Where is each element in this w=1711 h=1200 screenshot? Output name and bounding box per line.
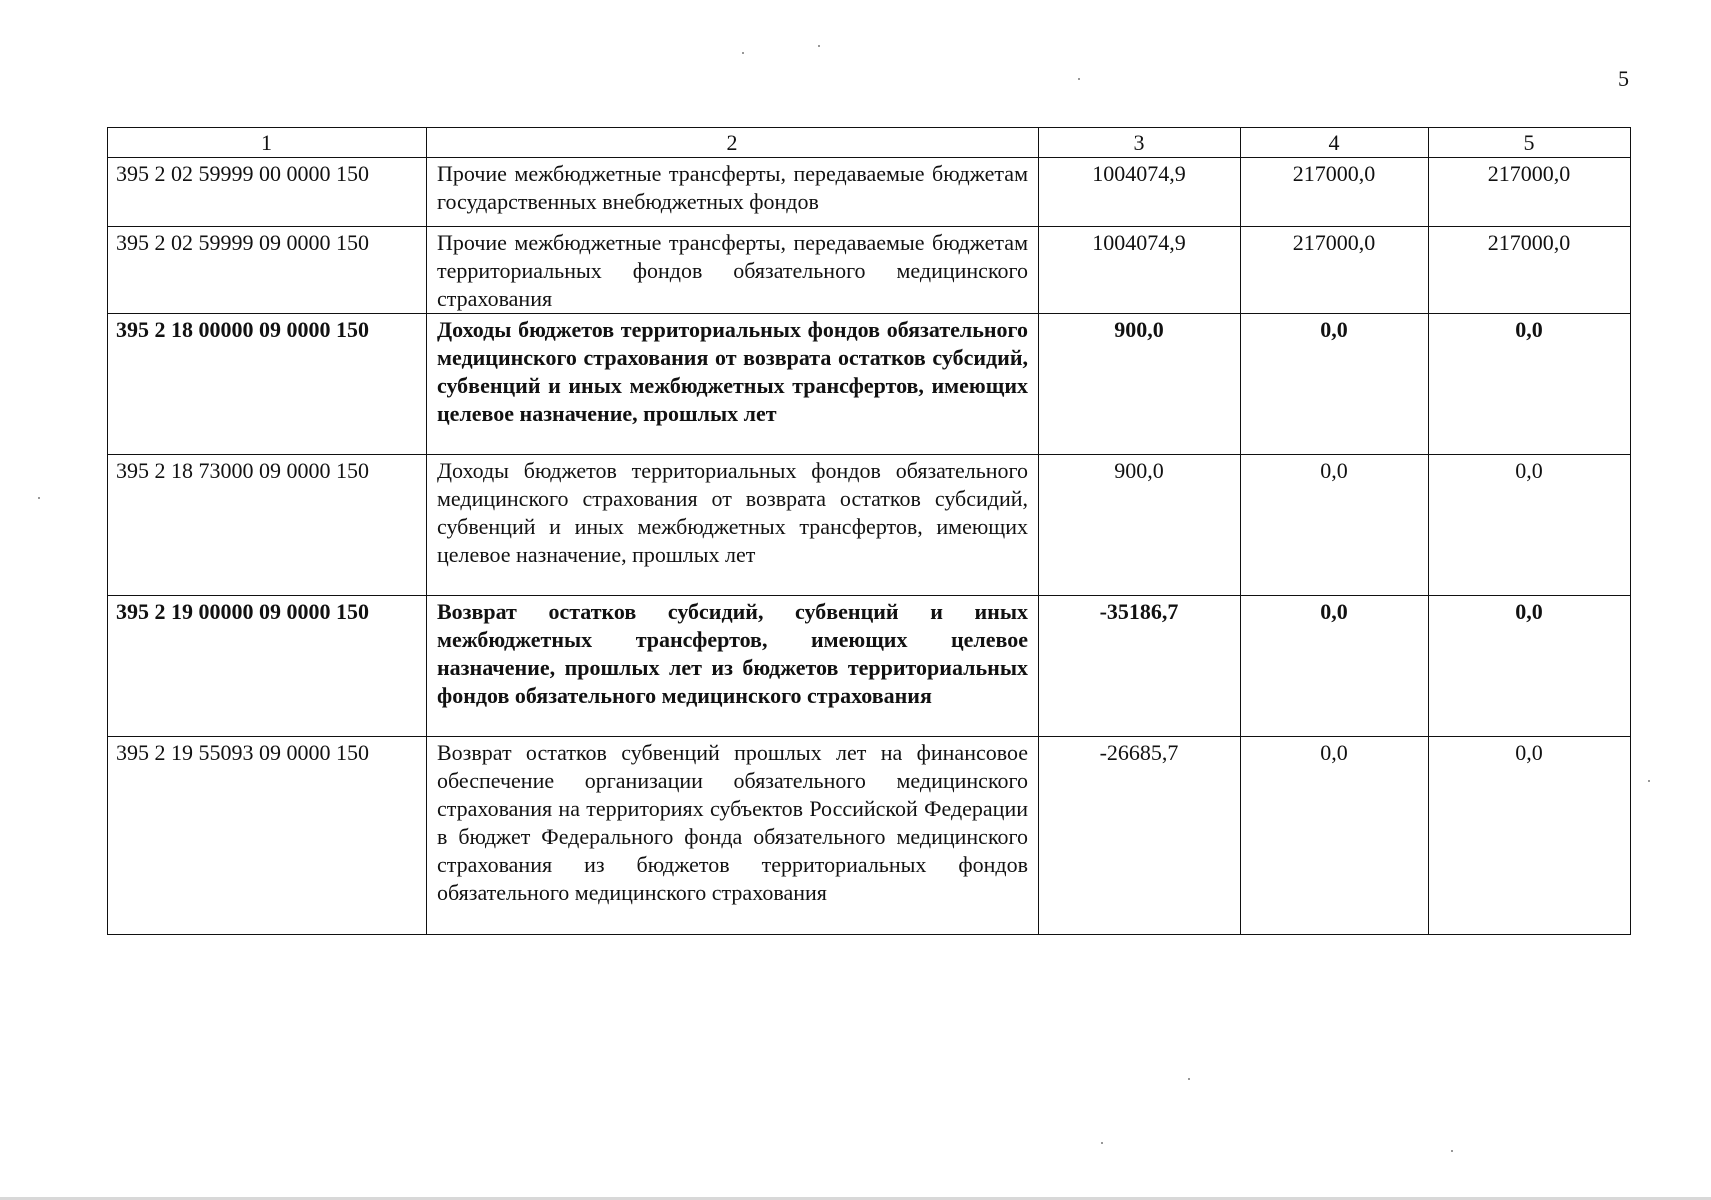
- scan-speck: [1188, 1078, 1190, 1080]
- row-code: 395 2 19 00000 09 0000 150: [108, 596, 427, 737]
- row-col3-value: 900,0: [1039, 455, 1241, 596]
- scan-speck: [38, 497, 40, 499]
- scan-speck: [1078, 78, 1080, 80]
- row-col4-value: 0,0: [1241, 314, 1429, 455]
- table-row: [108, 596, 1631, 737]
- row-code: 395 2 02 59999 00 0000 150: [108, 158, 427, 227]
- scan-speck: [1648, 780, 1650, 782]
- row-description: Прочие межбюджетные трансферты, передаваемые бюджетам территориальных фондов обязательного медицинского страхования: [427, 227, 1039, 314]
- row-description: Прочие межбюджетные трансферты, передаваемые бюджетам государственных внебюджетных фондов: [427, 158, 1039, 227]
- row-col4-value: 0,0: [1241, 455, 1429, 596]
- row-col4-value: 217000,0: [1241, 158, 1429, 227]
- table-row: [108, 158, 1631, 227]
- row-code: 395 2 18 73000 09 0000 150: [108, 455, 427, 596]
- scan-speck: [818, 45, 820, 47]
- row-col4-value: 0,0: [1241, 737, 1429, 935]
- row-col3-value: 1004074,9: [1039, 227, 1241, 314]
- row-description: Возврат остатков субсидий, субвенций и иных межбюджетных трансфертов, имеющих целевое назначение, прошлых лет из бюджетов территориальных фондов обязательного медицинского страхования: [427, 596, 1039, 737]
- header-row: [108, 128, 1631, 158]
- row-col5-value: 0,0: [1429, 455, 1631, 596]
- row-description: Доходы бюджетов территориальных фондов обязательного медицинского страхования от возврата остатков субсидий, субвенций и иных межбюджетных трансфертов, имеющих целевое назначение, прошлых лет: [427, 455, 1039, 596]
- row-col3-value: 1004074,9: [1039, 158, 1241, 227]
- scan-speck: [742, 52, 744, 54]
- table-row: [108, 314, 1631, 455]
- table-row: [108, 227, 1631, 314]
- header-cell-2: 2: [427, 128, 1039, 158]
- row-col5-value: 217000,0: [1429, 158, 1631, 227]
- header-cell-1: 1: [108, 128, 427, 158]
- row-col4-value: 0,0: [1241, 596, 1429, 737]
- row-code: 395 2 18 00000 09 0000 150: [108, 314, 427, 455]
- budget-table: [107, 127, 1631, 935]
- row-col4-value: 217000,0: [1241, 227, 1429, 314]
- row-col5-value: 0,0: [1429, 596, 1631, 737]
- row-col3-value: -35186,7: [1039, 596, 1241, 737]
- table-row: [108, 455, 1631, 596]
- row-col3-value: 900,0: [1039, 314, 1241, 455]
- table-row: [108, 737, 1631, 935]
- row-description: Доходы бюджетов территориальных фондов обязательного медицинского страхования от возврата остатков субсидий, субвенций и иных межбюджетных трансфертов, имеющих целевое назначение, прошлых лет: [427, 314, 1039, 455]
- header-cell-4: 4: [1241, 128, 1429, 158]
- row-col5-value: 217000,0: [1429, 227, 1631, 314]
- row-col5-value: 0,0: [1429, 314, 1631, 455]
- row-description: Возврат остатков субвенций прошлых лет на финансовое обеспечение организации обязательного медицинского страхования на территориях субъектов Российской Федерации в бюджет Федерального фонда обязательного медицинского страхования из бюджетов территориальных фондов обязательного медицинского страхования: [427, 737, 1039, 935]
- scan-speck: [1101, 1142, 1103, 1144]
- row-col3-value: -26685,7: [1039, 737, 1241, 935]
- header-cell-3: 3: [1039, 128, 1241, 158]
- scan-speck: [1451, 1150, 1453, 1152]
- row-code: 395 2 19 55093 09 0000 150: [108, 737, 427, 935]
- row-col5-value: 0,0: [1429, 737, 1631, 935]
- header-cell-5: 5: [1429, 128, 1631, 158]
- page-number: 5: [1618, 66, 1629, 91]
- row-code: 395 2 02 59999 09 0000 150: [108, 227, 427, 314]
